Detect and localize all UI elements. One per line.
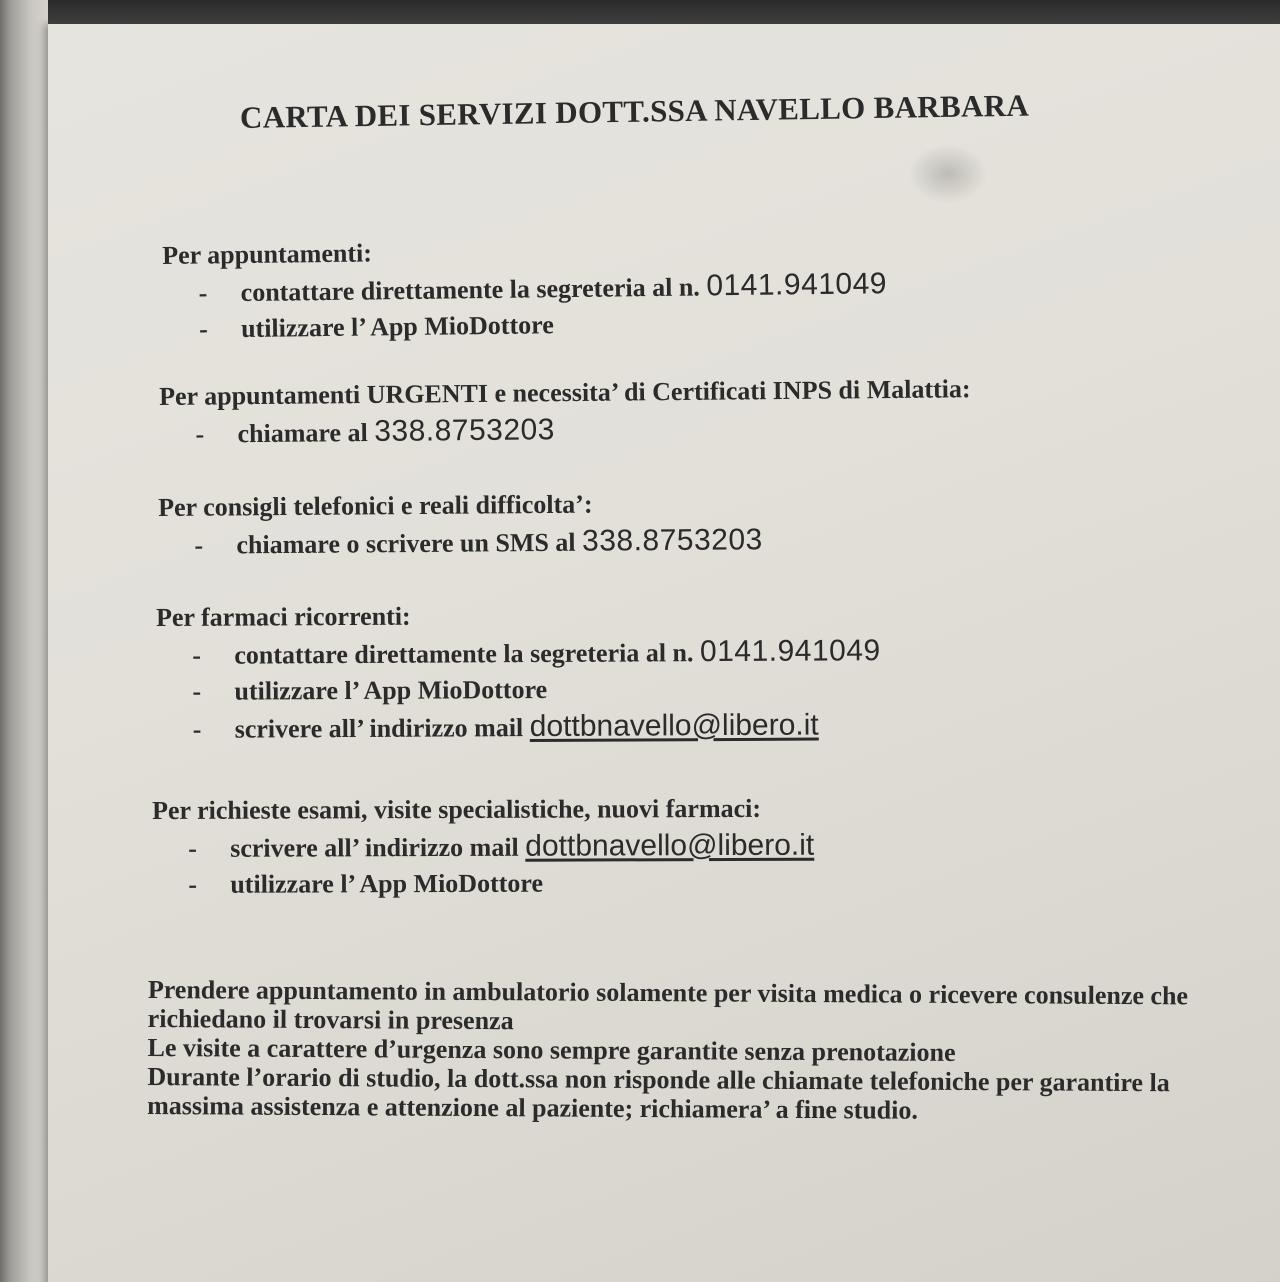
list-item xyxy=(163,302,888,348)
footer-paragraph: Prendere appuntamento in ambulatorio solamente per visita medica o ricevere consulenze che richiedano il trovarsi in presenza xyxy=(147,975,1189,1036)
list-item xyxy=(156,632,881,673)
item-text: contattare direttamente la segreteria al n. xyxy=(234,638,694,670)
phone-number: 0141.941049 xyxy=(699,634,881,669)
section-heading: Per appuntamenti: xyxy=(162,238,373,270)
list-item xyxy=(159,407,971,452)
item-text: scrivere all’ indirizzo mail xyxy=(234,713,524,744)
dash-bullet: - xyxy=(192,676,202,706)
dash-bullet: - xyxy=(195,419,205,449)
section-richieste xyxy=(152,791,814,903)
list-item xyxy=(157,706,882,747)
section-urgenti xyxy=(159,371,971,452)
section-appuntamenti xyxy=(162,229,888,348)
footer-paragraph: Durante l’orario di studio, la dott.ssa non risponde alle chiamate telefoniche per garantire la massima assistenza e attenzione al paziente; richiamera’ a fine studio. xyxy=(147,1061,1170,1125)
dash-bullet: - xyxy=(188,833,197,863)
list-item xyxy=(152,827,814,866)
item-text: utilizzare l’ App MioDottore xyxy=(230,868,544,899)
dash-bullet: - xyxy=(192,640,202,670)
document-title: CARTA DEI SERVIZI DOTT.SSA NAVELLO BARBARA xyxy=(239,87,1030,135)
section-heading: Per appuntamenti URGENTI e necessita’ di Certificati INPS di Malattia: xyxy=(159,374,971,411)
item-text: contattare direttamente la segreteria al n. xyxy=(240,272,701,308)
email-link[interactable]: dottbnavello@libero.it xyxy=(529,708,819,744)
section-heading: Per consigli telefonici e reali difficolta’: xyxy=(158,489,593,522)
phone-number: 338.8753203 xyxy=(581,523,763,558)
list-item xyxy=(156,669,881,710)
footer-paragraph: Le visite a carattere d’urgenza sono sempre garantite senza prenotazione xyxy=(147,1032,956,1067)
item-text: scrivere all’ indirizzo mail xyxy=(230,832,519,863)
item-text: utilizzare l’ App MioDottore xyxy=(240,310,554,344)
section-consigli xyxy=(158,485,763,563)
dash-bullet: - xyxy=(194,530,204,560)
footer-notes xyxy=(147,975,1228,1127)
item-text: chiamare al xyxy=(237,417,368,449)
list-item xyxy=(152,864,814,903)
section-farmaci xyxy=(156,596,881,747)
phone-number: 0141.941049 xyxy=(706,267,888,303)
email-link[interactable]: dottbnavello@libero.it xyxy=(525,828,815,863)
dash-bullet: - xyxy=(188,869,198,899)
dash-bullet: - xyxy=(198,278,208,308)
section-heading: Per richieste esami, visite specialistiche, nuovi farmaci: xyxy=(152,793,762,825)
dash-bullet: - xyxy=(192,714,202,744)
phone-number: 338.8753203 xyxy=(374,413,556,448)
item-text: chiamare o scrivere un SMS al xyxy=(236,527,576,560)
section-heading: Per farmaci ricorrenti: xyxy=(156,601,411,632)
item-text: utilizzare l’ App MioDottore xyxy=(234,674,548,706)
dash-bullet: - xyxy=(198,314,208,344)
list-item xyxy=(158,521,763,563)
